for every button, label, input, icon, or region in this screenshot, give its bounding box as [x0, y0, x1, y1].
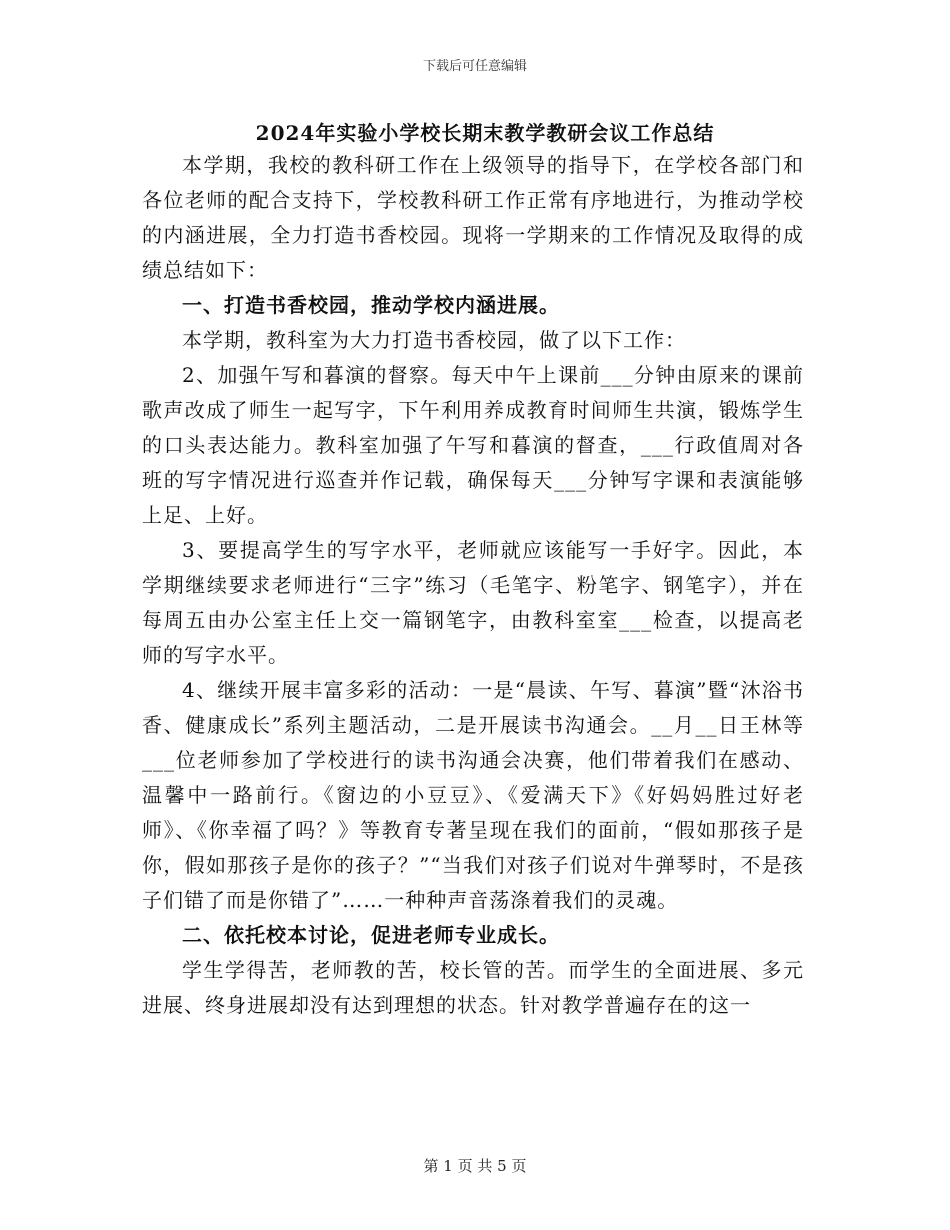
- document-title: 2024年实验小学校长期末教学教研会议工作总结: [255, 121, 715, 145]
- paragraph-section2-intro: 学生学得苦，老师教的苦，校长管的苦。而学生的全面进展、多元进展、终身进展却没有达到理想的状态。针对教学普遍存在的这一: [142, 958, 804, 1017]
- paragraph-intro: 本学期，我校的教科研工作在上级领导的指导下，在学校各部门和各位老师的配合支持下，学校教科研工作正常有序地进行，为推动学校的内涵进展，全力打造书香校园。现将一学期来的工作情况及取得的成绩总结如下：: [142, 153, 804, 282]
- paragraph-item-2: 2、加强午写和暮演的督察。每天中午上课前___分钟由原来的课前歌声改成了师生一起写字，下午利用养成教育时间师生共演，锻炼学生的口头表达能力。教科室加强了午写和暮演的督查，___行政值周对各班的写字情况进行巡查并作记载，确保每天___分钟写字课和表演能够上足、上好。: [142, 363, 804, 527]
- section-heading-1: 一、打造书香校园，推动学校内涵进展。: [182, 293, 560, 317]
- document-body: [142, 148, 804, 1023]
- header-note: 下载后可任意编辑: [422, 59, 527, 74]
- paragraph-section1-intro: 本学期，教科室为大力打造书香校园，做了以下工作：: [182, 328, 686, 352]
- paragraph-item-3: 3、要提高学生的写字水平，老师就应该能写一手好字。因此，本学期继续要求老师进行“三字”练习（毛笔字、粉笔字、钢笔字），并在每周五由办公室主任上交一篇钢笔字，由教科室室___检查，以提高老师的写字水平。: [142, 538, 804, 667]
- section-heading-2: 二、依托校本讨论，促进老师专业成长。: [182, 923, 560, 947]
- paragraph-item-4: 4、继续开展丰富多彩的活动：一是“晨读、午写、暮演”暨“沐浴书香、健康成长”系列主题活动，二是开展读书沟通会。__月__日王林等___位老师参加了学校进行的读书沟通会决赛，他们带着我们在感动、温馨中一路前行。《窗边的小豆豆》、《爱满天下》《好妈妈胜过好老师》、《你幸福了吗？》等教育专著呈现在我们的面前，“假如那孩子是你，假如那孩子是你的孩子？”“当我们对孩子们说对牛弹琴时，不是孩子们错了而是你错了”……一种种声音荡涤着我们的灵魂。: [142, 678, 804, 912]
- page-number: 第 1 页 共 5 页: [423, 1157, 527, 1175]
